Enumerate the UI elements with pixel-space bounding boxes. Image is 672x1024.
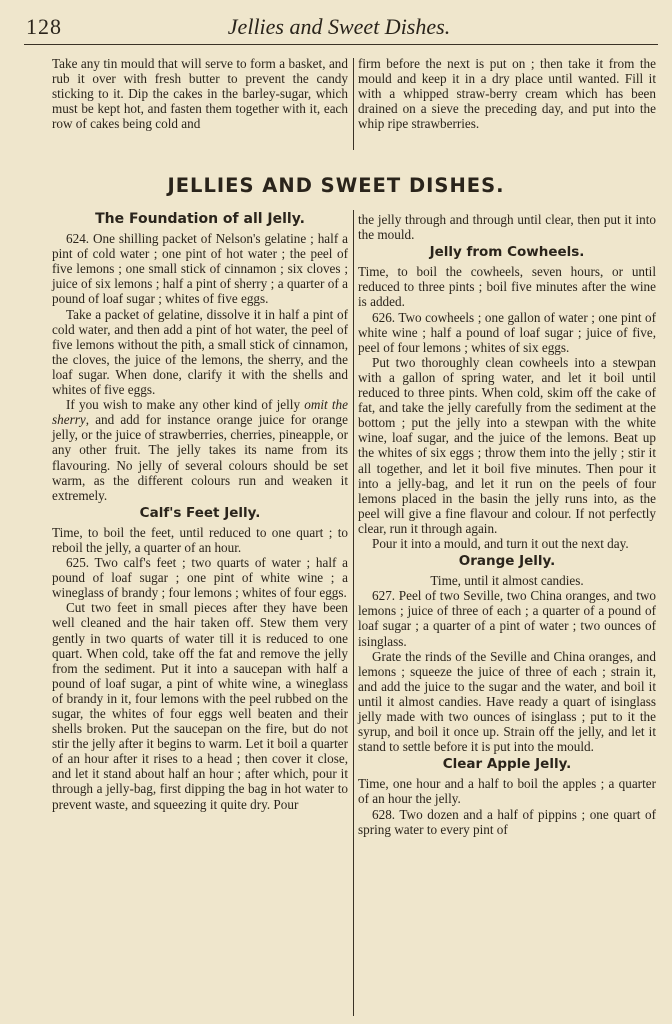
note-emphasis: omit the sherry	[52, 397, 348, 428]
recipe-title-cowheels: Jelly from Cowheels.	[429, 244, 585, 261]
top-left-column	[52, 56, 348, 131]
recipe-note-624	[52, 397, 348, 503]
recipe-method-626: Put two thoroughly clean cowheels into a stewpan with a gallon of spring water, and let it boil until reduced to three pints. When cold, skim off the cake of fat, and take the jelly carefully from the sediment at the bottom ; put the jelly into a stewpan with the white wine, loaf sugar, and the juice of the lemons. Beat up the whites of six eggs ; throw them into the jelly ; stir it all together, and let it boil five minutes. Then pour it into a jelly-bag, and let it run on the peels of four lemons placed in the basin the jelly runs into, as the peel will give a fine flavour and colour. If not perfectly clear, run it through again.	[358, 354, 656, 536]
page-number: 128	[26, 14, 62, 39]
recipe-time-628: Time, one hour and a half to boil the apples ; a quarter of an hour the jelly.	[358, 776, 656, 807]
main-left-column	[52, 212, 348, 812]
recipe-method-624: Take a packet of gelatine, dissolve it in half a pint of cold water, and then add a pint of hot water, the peel of five lemons without the pith, a small stick of cinnamon, the cloves, the juice of the lemons, the sherry, and the loaf sugar. When done, clarify it with the shells and whites of five eggs.	[52, 306, 348, 398]
recipe-note-626: Pour it into a mould, and turn it out the next day.	[372, 535, 629, 551]
continued-paragraph-right: firm before the next is put on ; then take it from the mould and keep it in a dry place until wanted. Fill it with a whipped straw-berry cream which has been drained on a sieve the preceding day, and put into the whip ripe strawberries.	[358, 56, 656, 132]
running-head	[26, 14, 652, 42]
section-title: JELLIES AND SWEET DISHES.	[167, 174, 505, 197]
recipe-title-calfs-feet: Calf's Feet Jelly.	[139, 504, 261, 521]
recipe-method-627: Grate the rinds of the Seville and China oranges, and lemons ; squeeze the juice of three of each ; strain it, and add the juice to the sugar and the water, and boil it until it almost candies. Have ready a quart of isinglass jelly made with two ounces of isinglass ; put to it the syrup, and boil it once up. Strain off the jelly, and let it stand to settle before it is put into the mould.	[358, 648, 656, 755]
recipe-ingredients-627: 627. Peel of two Seville, two China oranges, and two lemons ; juice of three of each ; a quarter of a pound of loaf sugar ; a quarter of a pint of water ; two ounces of isinglass.	[358, 588, 656, 649]
top-right-column	[358, 56, 656, 131]
main-right-column	[358, 212, 656, 837]
running-title: Jellies and Sweet Dishes.	[227, 14, 451, 39]
recipe-ingredients-626: 626. Two cowheels ; one gallon of water ; one pint of white wine ; half a pound of loaf sugar ; juice of five, peel of four lemons ; whites of six eggs.	[358, 309, 656, 355]
note-text-b: , and add for instance orange juice for orange jelly, or the juice of strawberries, cherries, pineapple, or any other fruit. The jelly takes its name from its flavouring. No jelly of several colours should be set warm, as the different colours run and weaken it extremely.	[52, 412, 348, 503]
recipe-time-627: Time, until it almost candies.	[430, 573, 584, 589]
continued-paragraph-left: Take any tin mould that will serve to form a basket, and rub it over with fresh butter to prevent the candy sticking to it. Dip the cakes in the barley-sugar, which must be kept hot, and fasten them together with it, each row of cakes being cold and	[52, 56, 348, 132]
recipe-method-625: Cut two feet in small pieces after they have been well cleaned and the hair taken off. Stew them very gently in two quarts of water till it is reduced to one quart. When cold, take off the fat and remove the jelly from the sediment. Put it into a saucepan with half a pound of loaf sugar, a pint of white wine, a wineglass of brandy in it, four lemons with the peel rubbed on the sugar, the whites of four eggs well beaten and their shells broken. Put the saucepan on the fire, but do not stir the jelly after it begins to warm. Let it boil a quarter of an hour after it rises to a head ; then cover it close, and let it stand about half an hour ; after which, pour it through a jelly-bag, first dipping the bag in hot water to prevent waste, and squeezing it quite dry. Pour	[52, 600, 348, 812]
recipe-ingredients-624: 624. One shilling packet of Nelson's gelatine ; half a pint of cold water ; one pint of hot water ; the peel of five lemons ; one small stick of cinnamon ; six cloves ; juice of six lemons ; half a pint of sherry ; a quarter of a pound of loaf sugar ; whites of five eggs.	[52, 231, 348, 307]
recipe-title-apple: Clear Apple Jelly.	[442, 756, 572, 773]
recipe-title-orange: Orange Jelly.	[458, 553, 556, 570]
recipe-ingredients-625: 625. Two calf's feet ; two quarts of water ; half a pound of loaf sugar ; one pint of white wine ; a wineglass of brandy ; four lemons ; whites of four eggs.	[52, 555, 348, 601]
continued-paragraph-625: the jelly through and through until clear, then put it into the mould.	[358, 212, 656, 243]
column-divider-main	[353, 210, 354, 1016]
recipe-time-625: Time, to boil the feet, until reduced to one quart ; to reboil the jelly, a quarter of an hour.	[52, 524, 348, 555]
header-rule	[24, 44, 658, 45]
recipe-ingredients-628: 628. Two dozen and a half of pippins ; one quart of spring water to every pint of	[358, 806, 656, 837]
recipe-title-foundation: The Foundation of all Jelly.	[95, 211, 305, 227]
note-text-a: If you wish to make any other kind of jelly	[66, 397, 305, 413]
column-divider-top	[353, 58, 354, 150]
recipe-time-626: Time, to boil the cowheels, seven hours, or until reduced to three pints ; boil five minutes after the wine is added.	[358, 264, 656, 310]
